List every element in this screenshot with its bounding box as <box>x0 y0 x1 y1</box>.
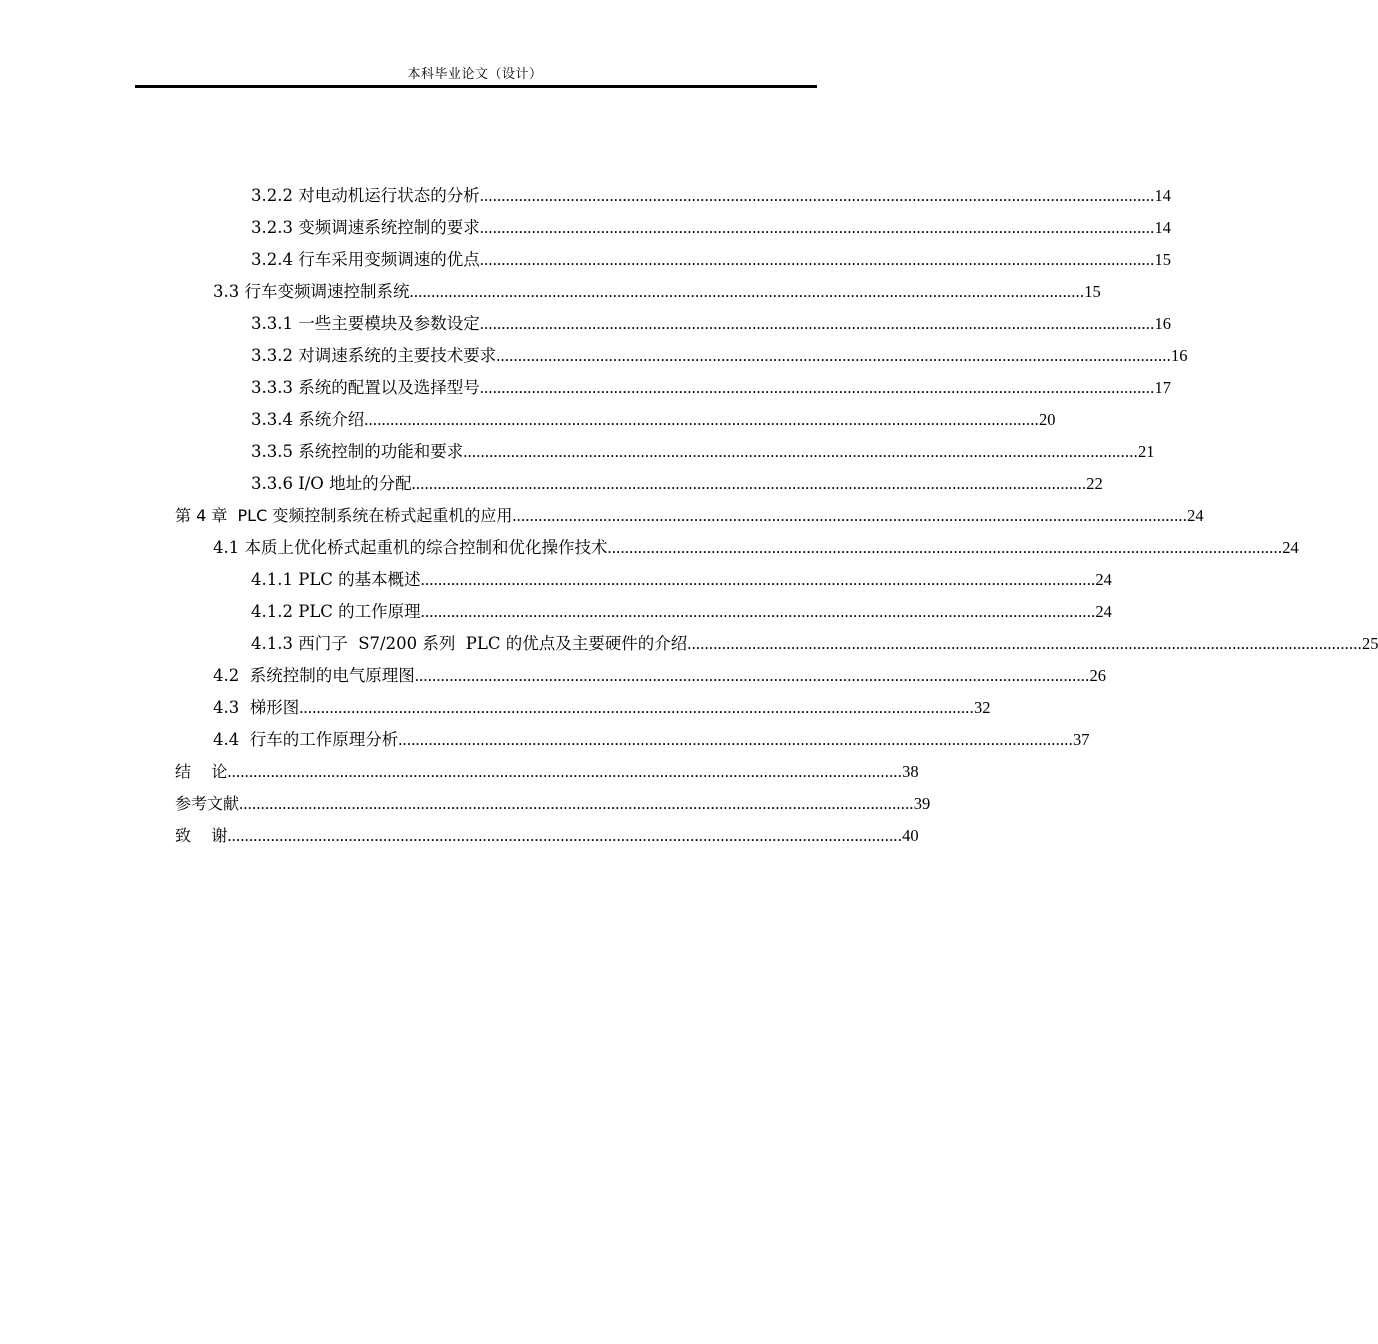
toc-row <box>0 244 1171 276</box>
toc-entry-chapter[interactable] <box>175 820 919 852</box>
toc-entry-page: 24 <box>1095 602 1112 621</box>
dot-leader: ............................................................................................................................................................ <box>479 378 1155 397</box>
toc-entry[interactable] <box>251 468 1103 500</box>
toc-entry-title: 4.1.2 PLC 的工作原理 <box>251 602 421 621</box>
toc-entry[interactable] <box>213 660 1106 692</box>
toc-entry-title: 3.2.2 对电动机运行状态的分析 <box>251 186 480 205</box>
toc-entry-page: 21 <box>1137 442 1155 461</box>
dot-leader: ............................................................................................................................................................ <box>239 794 914 813</box>
toc-entry[interactable] <box>213 276 1101 308</box>
toc-row <box>0 564 1112 596</box>
toc-entry-page: 26 <box>1089 666 1106 685</box>
toc-entry-page: 38 <box>902 762 919 781</box>
toc-entry-title: 4.4 行车的工作原理分析 <box>213 730 399 749</box>
dot-leader: ............................................................................................................................................................ <box>463 442 1138 461</box>
toc-entry-page: 14 <box>1154 186 1171 205</box>
toc-entry[interactable] <box>251 180 1171 212</box>
dot-leader: ............................................................................................................................................................ <box>512 506 1188 525</box>
dot-leader: ............................................................................................................................................................ <box>496 346 1171 365</box>
toc-row <box>0 756 950 788</box>
dot-leader: ............................................................................................................................................................ <box>687 634 1362 653</box>
toc-row <box>0 468 1103 500</box>
toc-entry-page: 17 <box>1154 378 1171 397</box>
toc-entry-page: 40 <box>902 826 919 845</box>
page-header: 本科毕业论文（设计） <box>407 67 543 82</box>
toc-entry[interactable] <box>251 372 1171 404</box>
dot-leader: ............................................................................................................................................................ <box>411 474 1087 493</box>
dot-leader: ............................................................................................................................................................ <box>409 282 1085 301</box>
toc-entry-title: 3.3.4 系统介绍 <box>251 410 365 429</box>
toc-entry-page: 24 <box>1282 538 1299 557</box>
toc-entry[interactable] <box>251 308 1171 340</box>
toc-entry[interactable] <box>251 628 1378 660</box>
toc-entry-page: 16 <box>1154 314 1171 333</box>
toc-entry-title: 4.2 系统控制的电气原理图 <box>213 666 415 685</box>
toc-entry[interactable] <box>251 564 1112 596</box>
dot-leader: ............................................................................................................................................................ <box>227 826 903 845</box>
dot-leader: ............................................................................................................................................................ <box>364 410 1039 429</box>
dot-leader: ............................................................................................................................................................ <box>479 250 1155 269</box>
toc-entry-title: 4.3 梯形图 <box>213 698 300 717</box>
toc-row <box>0 340 1188 372</box>
toc-entry[interactable] <box>213 724 1090 756</box>
toc-row <box>0 308 1171 340</box>
dot-leader: ............................................................................................................................................................ <box>420 602 1096 621</box>
toc-entry-page: 39 <box>913 794 931 813</box>
dot-leader: ............................................................................................................................................................ <box>479 186 1155 205</box>
toc-entry[interactable] <box>251 404 1056 436</box>
toc-row <box>0 724 1090 756</box>
toc-entry-title: 3.3.3 系统的配置以及选择型号 <box>251 378 480 397</box>
dot-leader: ............................................................................................................................................................ <box>479 314 1155 333</box>
dot-leader: ............................................................................................................................................................ <box>414 666 1090 685</box>
toc-entry-page: 14 <box>1154 218 1171 237</box>
toc-entry-chapter[interactable] <box>175 756 919 788</box>
toc-entry[interactable] <box>251 436 1155 468</box>
toc-entry-page: 37 <box>1072 730 1090 749</box>
toc-entry-title: 参考文献 <box>175 794 240 813</box>
toc-entry-title: 4.1 本质上优化桥式起重机的综合控制和优化操作技术 <box>213 538 608 557</box>
toc-row <box>0 212 1171 244</box>
toc-row <box>0 820 950 852</box>
toc-entry[interactable] <box>213 692 991 724</box>
toc-entry[interactable] <box>251 596 1112 628</box>
toc-row <box>0 660 1106 692</box>
toc-entry-title: 3.3.2 对调速系统的主要技术要求 <box>251 346 497 365</box>
toc-row <box>0 180 1171 212</box>
toc-row <box>0 628 1378 660</box>
toc-entry-page: 24 <box>1187 506 1204 525</box>
toc-row <box>0 500 1204 532</box>
toc-entry-page: 15 <box>1084 282 1101 301</box>
toc-entry-title: 3.2.3 变频调速系统控制的要求 <box>251 218 480 237</box>
toc-entry-title: 致 谢 <box>175 826 228 845</box>
toc-entry-page: 32 <box>973 698 991 717</box>
toc-entry-title: 3.2.4 行车采用变频调速的优点 <box>251 250 480 269</box>
toc-entry-title: 结 论 <box>175 762 228 781</box>
toc-entry-page: 15 <box>1154 250 1171 269</box>
toc-entry-title: 3.3.5 系统控制的功能和要求 <box>251 442 464 461</box>
toc-entry-chapter[interactable] <box>175 788 931 820</box>
toc-row <box>0 436 1155 468</box>
toc-entry-title: 3.3.6 I/O 地址的分配 <box>251 474 412 493</box>
header-rule <box>135 85 817 88</box>
toc-entry-title: 第 4 章 PLC 变频控制系统在桥式起重机的应用 <box>175 506 513 525</box>
toc-entry-title: 3.3.1 一些主要模块及参数设定 <box>251 314 480 333</box>
toc-entry-title: 3.3 行车变频调速控制系统 <box>213 282 410 301</box>
dot-leader: ............................................................................................................................................................ <box>420 570 1096 589</box>
dot-leader: ............................................................................................................................................................ <box>479 218 1155 237</box>
toc-entry-page: 22 <box>1086 474 1103 493</box>
toc-entry-title: 4.1.3 西门子 S7/200 系列 PLC 的优点及主要硬件的介绍 <box>251 634 688 653</box>
toc-entry[interactable] <box>213 532 1299 564</box>
toc-row <box>0 404 1056 436</box>
dot-leader: ............................................................................................................................................................ <box>299 698 974 717</box>
toc-entry-title: 4.1.1 PLC 的基本概述 <box>251 570 421 589</box>
toc-row <box>0 276 1101 308</box>
toc-row <box>0 532 1299 564</box>
toc-entry-page: 16 <box>1170 346 1188 365</box>
toc-row <box>0 692 991 724</box>
toc-entry-page: 24 <box>1095 570 1112 589</box>
toc-entry-page: 25 <box>1361 634 1378 653</box>
dot-leader: ............................................................................................................................................................ <box>398 730 1073 749</box>
dot-leader: ............................................................................................................................................................ <box>607 538 1283 557</box>
toc-entry[interactable] <box>251 212 1171 244</box>
toc-entry-chapter[interactable] <box>175 500 1204 532</box>
toc-entry-page: 20 <box>1038 410 1056 429</box>
toc-row <box>0 372 1171 404</box>
toc-entry[interactable] <box>251 244 1171 276</box>
dot-leader: ............................................................................................................................................................ <box>227 762 903 781</box>
toc-row <box>0 596 1112 628</box>
toc-row <box>0 788 950 820</box>
toc-entry[interactable] <box>251 340 1188 372</box>
